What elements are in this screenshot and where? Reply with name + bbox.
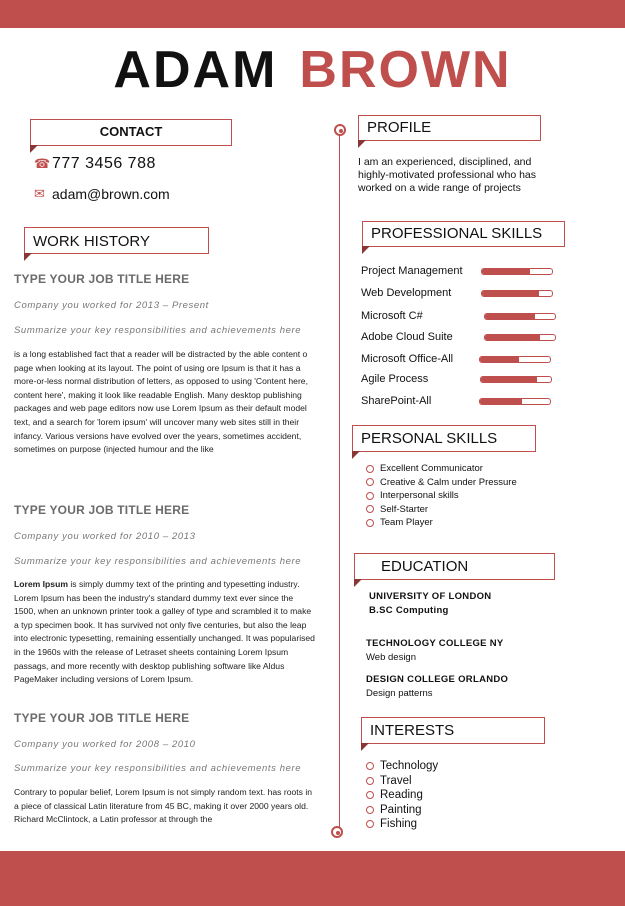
job-2-summary: Summarize your key responsibilities and achievements here [14, 556, 302, 567]
skill-level-bar [479, 356, 551, 363]
job-1-company: Company you worked for 2013 – Present [14, 300, 209, 311]
top-band [0, 0, 625, 28]
list-item: Travel [366, 774, 438, 789]
list-item: Painting [366, 803, 438, 818]
list-item: Creative & Calm under Pressure [366, 476, 517, 490]
school-name: TECHNOLOGY COLLEGE NY [366, 638, 504, 649]
education-heading [354, 553, 555, 580]
job-3-summary: Summarize your key responsibilities and achievements here [14, 763, 302, 774]
school-name: DESIGN COLLEGE ORLANDO [366, 674, 509, 685]
list-item: Interpersonal skills [366, 489, 517, 503]
list-item: Reading [366, 788, 438, 803]
skill-label: Microsoft C# [361, 310, 423, 322]
job-1-body-text: is a long established fact that a reader will be distracted by the able content o page when looking at its layout. The point of using ore Ipsum is that it has a more-or-less normal distribution of letters, as opposed to using 'Content here, content here', making it look like readable English. Many desktop publishing packages and web page editors now use Lorem Ipsum as their default model text, and a search for 'lorem ipsum' will uncover many web sites still in their infancy. Various versions have evolved over the years, sometimes accident, sometimes on purpose (injected humour and the like [14, 349, 308, 455]
work-history-heading [24, 227, 209, 254]
interests-heading [361, 717, 545, 744]
last-name: BROWN [299, 41, 512, 99]
job-2-title: TYPE YOUR JOB TITLE HERE [14, 503, 190, 517]
degree-name: Web design [366, 652, 416, 663]
job-1-body [14, 348, 316, 457]
job-2-body-text: is simply dummy text of the printing and typesetting industry. Lorem Ipsum has been the industry's standard dummy text ever since the 1500, when an unknown printer took a galley of type and scrambled it to make a typ specimen book. It has survived not only five centuries, but also the leap into electronic typesetting, remaining essentially unchanged. It was popularised in the 1960s with the release of Letraset sheets containing Lorem Ipsum passags, and more recently with desktop publishing software like Aldus PageMaker including versions of Lorem Ipsum. [14, 579, 315, 685]
education-entry-2 [366, 637, 504, 665]
profile-text: I am an experienced, disciplined, and highly-motivated professional who has worked on a wide range of projects [358, 156, 537, 194]
interests-list [366, 759, 438, 832]
list-item: Excellent Communicator [366, 462, 517, 476]
skill-row [361, 331, 561, 349]
name-header [0, 40, 625, 100]
education-entry-3 [366, 673, 508, 701]
skill-row [361, 287, 561, 305]
job-3-company: Company you worked for 2008 – 2010 [14, 739, 196, 750]
skill-level-bar [481, 290, 553, 297]
job-1-title: TYPE YOUR JOB TITLE HERE [14, 272, 190, 286]
degree-name: B.SC Computing [369, 605, 449, 616]
personal-skills-list [366, 462, 517, 530]
list-item: Team Player [366, 516, 517, 530]
job-3-title: TYPE YOUR JOB TITLE HERE [14, 711, 190, 725]
skill-level-fill [482, 269, 530, 274]
skill-level-fill [480, 357, 519, 362]
contact-email [34, 186, 170, 202]
skill-row [361, 395, 561, 413]
job-2-company: Company you worked for 2010 – 2013 [14, 531, 196, 542]
professional-skills-heading [362, 221, 565, 247]
contact-phone [34, 155, 156, 173]
profile-heading [358, 115, 541, 141]
skill-label: Web Development [361, 287, 452, 299]
timeline-dot-top [334, 124, 346, 136]
bottom-band [0, 851, 625, 906]
job-3-body [14, 786, 316, 827]
skill-level-bar [484, 334, 556, 341]
school-name: UNIVERSITY OF LONDON [369, 591, 492, 602]
job-2-body-bold: Lorem Ipsum [14, 579, 68, 589]
skill-row [361, 265, 561, 283]
skill-level-bar [481, 268, 553, 275]
skill-level-bar [484, 313, 556, 320]
skill-label: Microsoft Office-All [361, 353, 454, 365]
envelope-icon: ✉ [34, 186, 45, 201]
skill-label: SharePoint-All [361, 395, 432, 407]
skill-row [361, 310, 561, 328]
email-address: adam@brown.com [52, 186, 170, 202]
skill-label: Adobe Cloud Suite [361, 331, 453, 343]
skill-label: Agile Process [361, 373, 429, 385]
skill-row [361, 373, 561, 391]
skill-label: Project Management [361, 265, 463, 277]
professional-skills-heading-label: PROFESSIONAL SKILLS [371, 225, 543, 242]
list-item: Self-Starter [366, 503, 517, 517]
job-2-body [14, 578, 316, 687]
education-heading-label: EDUCATION [381, 558, 469, 575]
personal-skills-heading [352, 425, 536, 452]
work-history-heading-label: WORK HISTORY [33, 233, 150, 250]
degree-name: Design patterns [366, 688, 433, 699]
timeline-line [339, 130, 340, 832]
interests-heading-label: INTERESTS [370, 722, 455, 739]
first-name: ADAM [113, 41, 278, 99]
phone-number: 777 3456 788 [52, 155, 156, 172]
list-item: Technology [366, 759, 438, 774]
job-3-body-text: Contrary to popular belief, Lorem Ipsum is not simply random text. has roots in a piece of classical Latin literature from 45 BC, making it over 2000 years old. Richard McClintock, a Latin professor at through the [14, 787, 313, 825]
skill-row [361, 353, 561, 371]
personal-skills-heading-label: PERSONAL SKILLS [361, 430, 498, 447]
timeline-dot-bottom [331, 826, 343, 838]
skill-level-bar [479, 398, 551, 405]
contact-heading-label: CONTACT [99, 124, 163, 139]
profile-heading-label: PROFILE [367, 119, 432, 136]
list-item: Fishing [366, 817, 438, 832]
contact-heading [30, 119, 232, 146]
phone-icon: ☎ [34, 156, 51, 171]
skill-level-fill [481, 377, 537, 382]
skill-level-fill [485, 314, 535, 319]
skill-level-bar [480, 376, 552, 383]
skill-level-fill [480, 399, 522, 404]
skill-level-fill [482, 291, 539, 296]
job-1-summary: Summarize your key responsibilities and achievements here [14, 325, 302, 336]
skill-level-fill [485, 335, 540, 340]
education-entry-1 [369, 590, 491, 618]
